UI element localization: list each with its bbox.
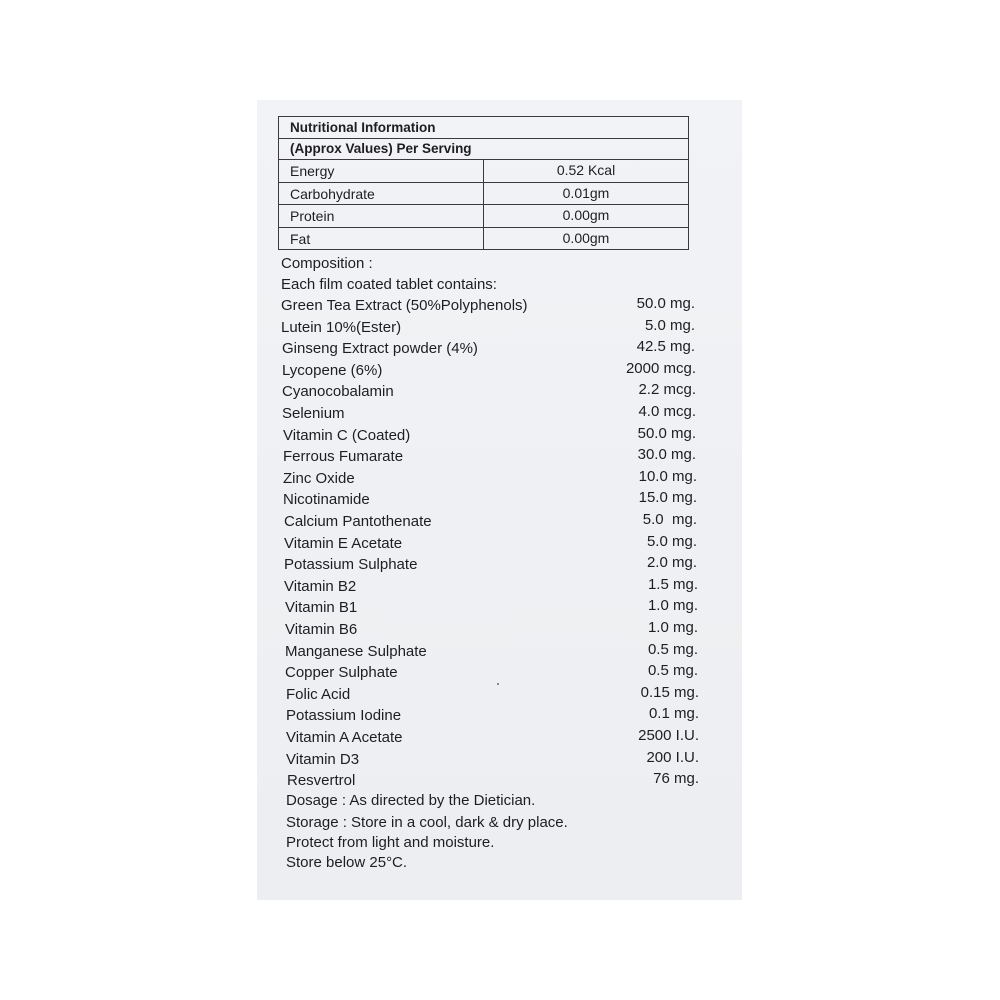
nutrition-row-value: 0.00gm bbox=[562, 229, 610, 246]
ingredient-name: Nicotinamide bbox=[283, 491, 370, 509]
ingredient-name: Vitamin C (Coated) bbox=[283, 426, 411, 444]
ingredient-name: Vitamin B6 bbox=[285, 621, 358, 638]
ingredient-name: Potassium Sulphate bbox=[284, 556, 418, 574]
storage-text: Storage : Store in a cool, dark & dry place. bbox=[286, 814, 568, 831]
ingredient-amount: 1.0 mg. bbox=[647, 597, 698, 615]
nutrition-row-name: Energy bbox=[279, 160, 484, 182]
ingredient-amount: 1.5 mg. bbox=[647, 575, 698, 593]
ingredient-name: Zinc Oxide bbox=[283, 469, 355, 487]
composition-intro: Each film coated tablet contains: bbox=[281, 276, 497, 293]
nutrition-table bbox=[278, 116, 689, 250]
nutrition-row-name: Protein bbox=[279, 205, 484, 227]
ingredient-amount: 5.0 mg. bbox=[646, 532, 697, 550]
nutrition-row-name: Fat bbox=[279, 228, 484, 250]
nutrition-row-carbohydrate bbox=[279, 183, 688, 206]
ingredient-name: Ferrous Fumarate bbox=[283, 448, 404, 466]
ingredient-name: Calcium Pantothenate bbox=[284, 513, 432, 530]
ingredient-amount: 10.0 mg. bbox=[638, 467, 697, 485]
ingredient-amount: 2.0 mg. bbox=[646, 554, 697, 572]
ingredient-name: Manganese Sulphate bbox=[285, 642, 427, 660]
nutrition-subtitle: (Approx Values) Per Serving bbox=[279, 139, 688, 160]
dosage-text: Dosage : As directed by the Dietician. bbox=[286, 792, 536, 809]
ingredient-amount: 1.0 mg. bbox=[647, 619, 698, 636]
ingredient-amount: 0.15 mg. bbox=[640, 683, 699, 701]
ingredient-name: Resvertrol bbox=[287, 772, 356, 790]
nutrition-row-value: 0.52 Kcal bbox=[556, 162, 616, 178]
ingredient-name: Vitamin E Acetate bbox=[284, 534, 403, 552]
composition-heading: Composition : bbox=[281, 255, 373, 272]
nutrition-row-name: Carbohydrate bbox=[279, 183, 484, 205]
ingredient-amount: 15.0 mg. bbox=[638, 489, 697, 507]
ingredient-amount: 0.5 mg. bbox=[647, 640, 698, 658]
ingredient-name: Vitamin B2 bbox=[284, 577, 357, 595]
ingredient-amount: 2500 I.U. bbox=[638, 727, 699, 744]
ingredient-amount: 0.5 mg. bbox=[647, 662, 698, 680]
nutrition-row-energy bbox=[279, 160, 688, 183]
ingredient-name: Lycopene (6%) bbox=[282, 361, 383, 379]
ingredient-amount: 50.0 mg. bbox=[636, 295, 695, 312]
ingredient-amount: 2000 mcg. bbox=[625, 359, 696, 377]
nutrition-row-value: 0.01gm bbox=[562, 184, 610, 201]
ingredient-amount: 5.0 mg. bbox=[642, 511, 697, 528]
ingredient-name: Cyanocobalamin bbox=[282, 383, 394, 401]
ingredient-name: Green Tea Extract (50%Polyphenols) bbox=[281, 297, 528, 314]
ingredient-name: Vitamin D3 bbox=[286, 750, 360, 768]
ingredient-amount: 42.5 mg. bbox=[636, 338, 695, 356]
ingredient-name: Potassium Iodine bbox=[286, 707, 402, 725]
print-speck bbox=[497, 683, 499, 685]
ingredient-amount: 5.0 mg. bbox=[644, 316, 695, 334]
ingredient-name: Vitamin A Acetate bbox=[286, 729, 403, 746]
ingredient-amount: 30.0 mg. bbox=[637, 446, 696, 464]
ingredient-amount: 0.1 mg. bbox=[648, 705, 699, 723]
nutrition-row-value: 0.00gm bbox=[562, 207, 610, 223]
ingredient-name: Vitamin B1 bbox=[285, 599, 358, 617]
ingredient-amount: 4.0 mcg. bbox=[638, 403, 696, 420]
ingredient-amount: 50.0 mg. bbox=[637, 424, 696, 442]
protect-text: Protect from light and moisture. bbox=[286, 834, 495, 851]
nutrition-title: Nutritional Information bbox=[279, 117, 688, 139]
ingredient-amount: 76 mg. bbox=[653, 770, 699, 788]
store-below-text: Store below 25°C. bbox=[286, 854, 408, 871]
ingredient-name: Selenium bbox=[282, 405, 345, 422]
ingredient-amount: 200 I.U. bbox=[646, 748, 699, 766]
ingredient-name: Lutein 10%(Ester) bbox=[281, 318, 402, 336]
ingredient-name: Ginseng Extract powder (4%) bbox=[282, 340, 478, 358]
ingredient-amount: 2.2 mcg. bbox=[638, 381, 696, 399]
nutrition-row-protein bbox=[279, 205, 688, 228]
ingredient-name: Folic Acid bbox=[286, 685, 351, 703]
nutrition-row-fat bbox=[279, 228, 688, 250]
ingredient-name: Copper Sulphate bbox=[285, 664, 398, 682]
